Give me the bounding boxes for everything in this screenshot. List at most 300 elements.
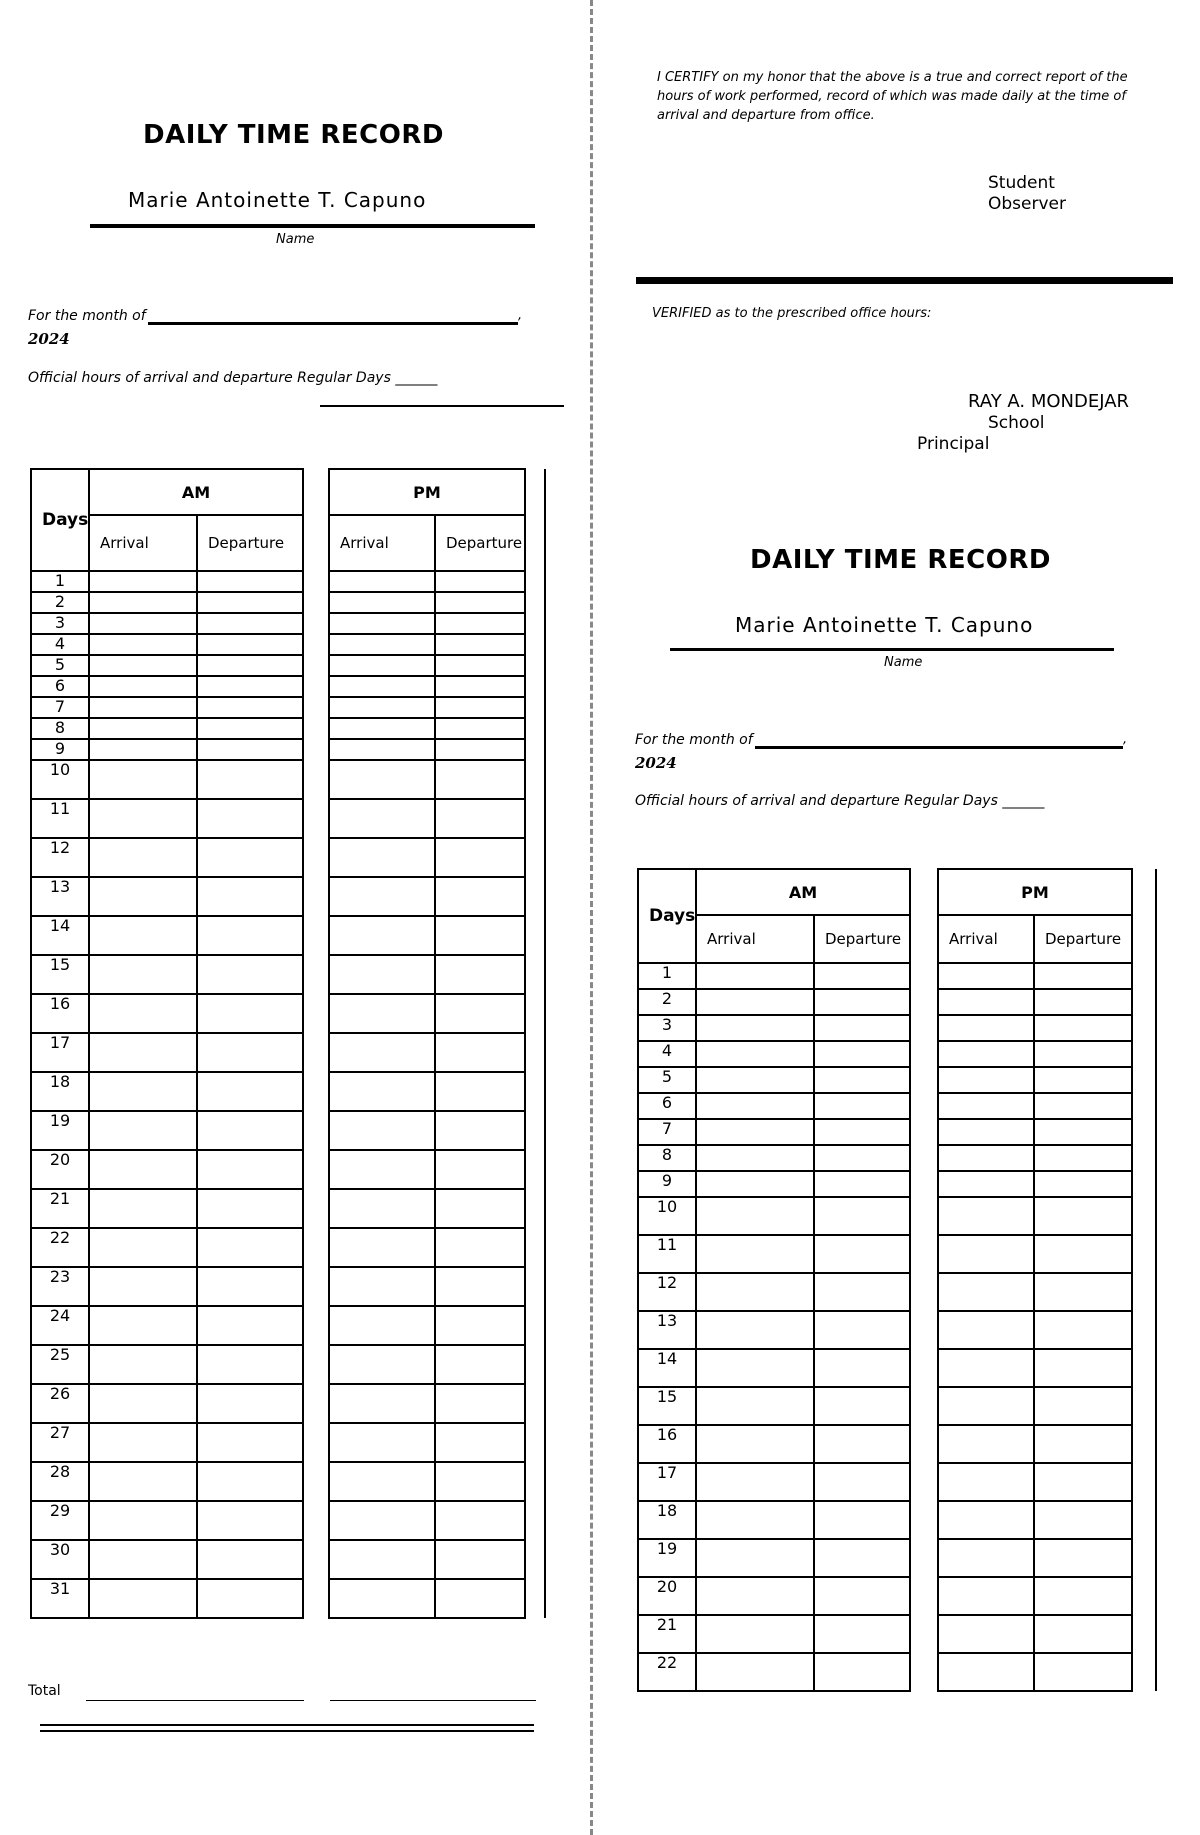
left-day-number: 23 [31, 1267, 89, 1306]
left-am-arrival-header: Arrival [89, 515, 197, 571]
left-column-gap [303, 676, 329, 697]
right-pm-departure-cell[interactable] [1034, 1119, 1132, 1145]
left-column-gap [303, 1267, 329, 1306]
left-day-number: 1 [31, 571, 89, 592]
right-pm-departure-cell[interactable] [1034, 1015, 1132, 1041]
left-am-arrival-cell[interactable] [89, 1111, 197, 1150]
right-am-arrival-cell[interactable] [696, 1387, 814, 1425]
left-am-departure-cell[interactable] [197, 1189, 303, 1228]
right-am-arrival-cell[interactable] [696, 1015, 814, 1041]
right-pm-arrival-cell[interactable] [938, 1273, 1034, 1311]
left-pm-departure-cell[interactable] [435, 877, 525, 916]
right-day-number: 4 [638, 1041, 696, 1067]
left-pm-departure-cell[interactable] [435, 655, 525, 676]
right-pm-arrival-cell[interactable] [938, 1539, 1034, 1577]
right-am-departure-cell[interactable] [814, 1653, 910, 1691]
left-pm-departure-cell[interactable] [435, 1267, 525, 1306]
left-pm-departure-cell[interactable] [435, 1306, 525, 1345]
right-pm-arrival-cell[interactable] [938, 1093, 1034, 1119]
right-am-header: AM [696, 869, 910, 915]
left-column-gap [525, 697, 545, 718]
left-column-gap [303, 613, 329, 634]
left-day-number: 13 [31, 877, 89, 916]
left-am-departure-cell[interactable] [197, 1540, 303, 1579]
right-am-departure-cell[interactable] [814, 1041, 910, 1067]
right-pm-departure-cell[interactable] [1034, 1425, 1132, 1463]
right-day-number: 18 [638, 1501, 696, 1539]
left-pm-arrival-cell[interactable] [329, 1072, 435, 1111]
left-am-departure-cell[interactable] [197, 1111, 303, 1150]
right-pm-departure-cell[interactable] [1034, 1653, 1132, 1691]
left-am-arrival-cell[interactable] [89, 697, 197, 718]
right-am-arrival-cell[interactable] [696, 1145, 814, 1171]
right-official-hours: Official hours of arrival and departure Regular Days ______ [635, 793, 1045, 809]
right-am-arrival-cell[interactable] [696, 1171, 814, 1197]
left-column-gap [303, 994, 329, 1033]
left-am-arrival-cell[interactable] [89, 1423, 197, 1462]
left-am-departure-cell[interactable] [197, 571, 303, 592]
left-am-arrival-cell[interactable] [89, 1228, 197, 1267]
right-am-departure-cell[interactable] [814, 1501, 910, 1539]
left-am-arrival-cell[interactable] [89, 592, 197, 613]
left-pm-arrival-cell[interactable] [329, 571, 435, 592]
right-am-departure-cell[interactable] [814, 989, 910, 1015]
left-pm-departure-cell[interactable] [435, 739, 525, 760]
left-pm-arrival-cell[interactable] [329, 1579, 435, 1618]
left-am-departure-cell[interactable] [197, 718, 303, 739]
right-column-gap [1132, 1067, 1156, 1093]
left-day-number: 8 [31, 718, 89, 739]
left-pm-departure-cell[interactable] [435, 1072, 525, 1111]
right-am-departure-cell[interactable] [814, 1463, 910, 1501]
right-pm-departure-cell[interactable] [1034, 1463, 1132, 1501]
right-pm-departure-cell[interactable] [1034, 1093, 1132, 1119]
left-am-arrival-cell[interactable] [89, 994, 197, 1033]
left-am-departure-cell[interactable] [197, 1345, 303, 1384]
right-column-gap [1132, 963, 1156, 989]
left-am-arrival-cell[interactable] [89, 1150, 197, 1189]
left-table-row [31, 655, 545, 676]
left-pm-arrival-cell[interactable] [329, 613, 435, 634]
left-pm-arrival-cell[interactable] [329, 1501, 435, 1540]
right-column-gap [910, 1093, 938, 1119]
left-pm-arrival-cell[interactable] [329, 955, 435, 994]
left-am-arrival-cell[interactable] [89, 955, 197, 994]
right-column-gap [1132, 1653, 1156, 1691]
right-am-departure-cell[interactable] [814, 1539, 910, 1577]
left-pm-departure-cell[interactable] [435, 592, 525, 613]
right-pm-departure-cell[interactable] [1034, 989, 1132, 1015]
left-am-arrival-cell[interactable] [89, 655, 197, 676]
right-am-departure-cell[interactable] [814, 1119, 910, 1145]
right-am-departure-cell[interactable] [814, 1145, 910, 1171]
left-pm-departure-cell[interactable] [435, 760, 525, 799]
left-am-arrival-cell[interactable] [89, 1579, 197, 1618]
left-am-departure-cell[interactable] [197, 799, 303, 838]
left-table-row [31, 1150, 545, 1189]
left-pm-departure-cell[interactable] [435, 613, 525, 634]
right-pm-arrival-cell[interactable] [938, 1119, 1034, 1145]
left-month-suffix: , [518, 308, 523, 323]
left-pm-departure-cell[interactable] [435, 955, 525, 994]
left-am-arrival-cell[interactable] [89, 1540, 197, 1579]
left-pm-departure-cell[interactable] [435, 916, 525, 955]
left-pm-arrival-cell[interactable] [329, 1228, 435, 1267]
left-pm-departure-cell[interactable] [435, 994, 525, 1033]
left-day-number: 7 [31, 697, 89, 718]
left-column-gap [525, 1384, 545, 1423]
left-table-row [31, 799, 545, 838]
left-day-number: 5 [31, 655, 89, 676]
right-am-departure-cell[interactable] [814, 963, 910, 989]
left-am-departure-cell[interactable] [197, 1228, 303, 1267]
left-pm-departure-cell[interactable] [435, 1579, 525, 1618]
left-am-departure-cell[interactable] [197, 1306, 303, 1345]
right-am-arrival-cell[interactable] [696, 1425, 814, 1463]
right-am-arrival-cell[interactable] [696, 1273, 814, 1311]
right-pm-departure-cell[interactable] [1034, 1145, 1132, 1171]
left-pm-departure-cell[interactable] [435, 634, 525, 655]
left-am-arrival-cell[interactable] [89, 1501, 197, 1540]
left-day-number: 31 [31, 1579, 89, 1618]
right-pm-arrival-cell[interactable] [938, 1349, 1034, 1387]
left-am-arrival-cell[interactable] [89, 1462, 197, 1501]
right-pm-departure-cell[interactable] [1034, 1349, 1132, 1387]
right-column-gap [910, 989, 938, 1015]
left-pm-arrival-cell[interactable] [329, 634, 435, 655]
left-am-departure-cell[interactable] [197, 1423, 303, 1462]
left-day-number: 16 [31, 994, 89, 1033]
right-month-suffix: , [1123, 732, 1128, 747]
right-pm-departure-cell[interactable] [1034, 1273, 1132, 1311]
right-am-arrival-cell[interactable] [696, 1235, 814, 1273]
right-pm-arrival-cell[interactable] [938, 1145, 1034, 1171]
left-pm-arrival-cell[interactable] [329, 760, 435, 799]
right-day-number: 8 [638, 1145, 696, 1171]
left-am-departure-cell[interactable] [197, 634, 303, 655]
left-am-departure-cell[interactable] [197, 676, 303, 697]
right-table-row [638, 1577, 1156, 1615]
right-pm-departure-cell[interactable] [1034, 1577, 1132, 1615]
left-pm-arrival-cell[interactable] [329, 1306, 435, 1345]
right-am-arrival-cell[interactable] [696, 1577, 814, 1615]
left-am-departure-cell[interactable] [197, 613, 303, 634]
right-column-gap [1132, 1015, 1156, 1041]
right-column-gap [910, 1235, 938, 1273]
right-am-arrival-cell[interactable] [696, 1501, 814, 1539]
left-column-gap [525, 1072, 545, 1111]
right-pm-arrival-cell[interactable] [938, 1041, 1034, 1067]
right-am-arrival-cell[interactable] [696, 1041, 814, 1067]
left-pm-departure-cell[interactable] [435, 1111, 525, 1150]
left-pm-arrival-cell[interactable] [329, 655, 435, 676]
right-pm-arrival-cell[interactable] [938, 1577, 1034, 1615]
left-day-number: 11 [31, 799, 89, 838]
right-pm-departure-cell[interactable] [1034, 1067, 1132, 1093]
left-column-gap [303, 1189, 329, 1228]
left-am-departure-cell[interactable] [197, 655, 303, 676]
left-table-body [31, 571, 545, 1618]
right-pm-arrival-cell[interactable] [938, 1387, 1034, 1425]
left-am-arrival-cell[interactable] [89, 838, 197, 877]
right-pm-departure-cell[interactable] [1034, 1197, 1132, 1235]
right-table-row [638, 1311, 1156, 1349]
right-column-gap [910, 1145, 938, 1171]
right-pm-arrival-cell[interactable] [938, 1235, 1034, 1273]
right-am-arrival-cell[interactable] [696, 989, 814, 1015]
left-table-row [31, 1072, 545, 1111]
left-am-arrival-cell[interactable] [89, 1189, 197, 1228]
right-am-departure-cell[interactable] [814, 1349, 910, 1387]
right-day-number: 14 [638, 1349, 696, 1387]
right-column-gap [910, 1615, 938, 1653]
right-pm-departure-cell[interactable] [1034, 1539, 1132, 1577]
right-am-departure-cell[interactable] [814, 1387, 910, 1425]
left-column-gap [525, 1033, 545, 1072]
left-pm-arrival-cell[interactable] [329, 916, 435, 955]
left-am-arrival-cell[interactable] [89, 916, 197, 955]
left-pm-departure-cell[interactable] [435, 697, 525, 718]
right-pm-departure-cell[interactable] [1034, 1311, 1132, 1349]
right-am-arrival-cell[interactable] [696, 1349, 814, 1387]
left-am-arrival-cell[interactable] [89, 739, 197, 760]
right-column-gap [1132, 1539, 1156, 1577]
left-column-gap [525, 916, 545, 955]
right-pm-departure-cell[interactable] [1034, 1171, 1132, 1197]
left-pm-arrival-cell[interactable] [329, 1540, 435, 1579]
left-pm-departure-cell[interactable] [435, 1189, 525, 1228]
left-am-arrival-cell[interactable] [89, 1345, 197, 1384]
right-pm-arrival-cell[interactable] [938, 1197, 1034, 1235]
right-am-pm-gap [910, 869, 938, 963]
right-am-departure-cell[interactable] [814, 1093, 910, 1119]
left-am-arrival-cell[interactable] [89, 1306, 197, 1345]
right-pm-departure-header: Departure [1034, 915, 1132, 963]
left-column-gap [303, 838, 329, 877]
right-year: 2024 [635, 754, 677, 772]
left-pm-departure-cell[interactable] [435, 1384, 525, 1423]
right-column-gap [910, 1171, 938, 1197]
left-pm-departure-cell[interactable] [435, 1501, 525, 1540]
right-column-gap [1132, 1615, 1156, 1653]
right-column-gap [1132, 1093, 1156, 1119]
left-day-number: 20 [31, 1150, 89, 1189]
left-column-gap [525, 1189, 545, 1228]
right-pm-arrival-cell[interactable] [938, 1615, 1034, 1653]
right-day-number: 22 [638, 1653, 696, 1691]
left-pm-header: PM [329, 469, 525, 515]
right-am-departure-cell[interactable] [814, 1615, 910, 1653]
right-am-departure-cell[interactable] [814, 1311, 910, 1349]
left-am-departure-cell[interactable] [197, 592, 303, 613]
left-bottom-rule-2 [40, 1730, 534, 1732]
right-column-gap [1132, 1235, 1156, 1273]
left-pm-departure-cell[interactable] [435, 1345, 525, 1384]
right-pm-arrival-cell[interactable] [938, 989, 1034, 1015]
right-pm-arrival-cell[interactable] [938, 1425, 1034, 1463]
left-am-arrival-cell[interactable] [89, 1267, 197, 1306]
right-am-arrival-cell[interactable] [696, 1119, 814, 1145]
left-pm-departure-cell[interactable] [435, 676, 525, 697]
left-am-departure-cell[interactable] [197, 955, 303, 994]
right-am-arrival-cell[interactable] [696, 963, 814, 989]
right-am-departure-cell[interactable] [814, 1067, 910, 1093]
left-pm-arrival-cell[interactable] [329, 1189, 435, 1228]
right-am-arrival-cell[interactable] [696, 1311, 814, 1349]
left-pm-arrival-cell[interactable] [329, 697, 435, 718]
left-pm-arrival-cell[interactable] [329, 1345, 435, 1384]
left-pm-departure-cell[interactable] [435, 1462, 525, 1501]
left-pm-arrival-cell[interactable] [329, 1462, 435, 1501]
right-pm-departure-cell[interactable] [1034, 1041, 1132, 1067]
left-pm-arrival-cell[interactable] [329, 1150, 435, 1189]
left-pm-arrival-cell[interactable] [329, 799, 435, 838]
right-pm-departure-cell[interactable] [1034, 1615, 1132, 1653]
right-pm-arrival-header: Arrival [938, 915, 1034, 963]
right-pm-departure-cell[interactable] [1034, 1387, 1132, 1425]
right-am-arrival-header: Arrival [696, 915, 814, 963]
left-am-arrival-cell[interactable] [89, 1384, 197, 1423]
left-pm-arrival-cell[interactable] [329, 838, 435, 877]
right-am-departure-cell[interactable] [814, 1425, 910, 1463]
left-am-arrival-cell[interactable] [89, 613, 197, 634]
right-am-departure-cell[interactable] [814, 1197, 910, 1235]
left-pm-departure-cell[interactable] [435, 1423, 525, 1462]
left-am-departure-cell[interactable] [197, 1150, 303, 1189]
left-table-row [31, 1579, 545, 1618]
left-am-arrival-cell[interactable] [89, 718, 197, 739]
left-pm-departure-cell[interactable] [435, 1033, 525, 1072]
left-am-departure-cell[interactable] [197, 916, 303, 955]
left-column-gap [525, 676, 545, 697]
right-pm-arrival-cell[interactable] [938, 1015, 1034, 1041]
right-table-row [638, 989, 1156, 1015]
left-am-departure-cell[interactable] [197, 1072, 303, 1111]
left-am-departure-cell[interactable] [197, 697, 303, 718]
left-am-arrival-cell[interactable] [89, 676, 197, 697]
left-column-gap [525, 1306, 545, 1345]
right-pm-arrival-cell[interactable] [938, 1501, 1034, 1539]
left-am-departure-cell[interactable] [197, 760, 303, 799]
left-pm-arrival-cell[interactable] [329, 1267, 435, 1306]
right-table-row [638, 963, 1156, 989]
right-pm-arrival-cell[interactable] [938, 1171, 1034, 1197]
left-am-departure-cell[interactable] [197, 838, 303, 877]
left-am-departure-cell[interactable] [197, 1579, 303, 1618]
left-am-arrival-cell[interactable] [89, 571, 197, 592]
left-name-underline [90, 224, 535, 228]
right-day-number: 5 [638, 1067, 696, 1093]
left-column-gap [303, 1384, 329, 1423]
right-pm-departure-cell[interactable] [1034, 1235, 1132, 1273]
right-form-title: DAILY TIME RECORD [750, 545, 1051, 575]
left-am-departure-cell[interactable] [197, 994, 303, 1033]
right-table-row [638, 1349, 1156, 1387]
left-pm-departure-cell[interactable] [435, 1228, 525, 1267]
left-am-departure-cell[interactable] [197, 877, 303, 916]
left-pm-departure-cell[interactable] [435, 838, 525, 877]
right-am-departure-header: Departure [814, 915, 910, 963]
certify-statement: I CERTIFY on my honor that the above is a true and correct report of the hours of work performed, record of which was made daily at the time of arrival and departure from office. [657, 70, 1128, 123]
right-pm-departure-cell[interactable] [1034, 1501, 1132, 1539]
right-pm-arrival-cell[interactable] [938, 1653, 1034, 1691]
left-pm-departure-cell[interactable] [435, 1150, 525, 1189]
left-pm-arrival-cell[interactable] [329, 676, 435, 697]
right-column-gap [1132, 1197, 1156, 1235]
left-column-gap [303, 1501, 329, 1540]
left-am-arrival-cell[interactable] [89, 760, 197, 799]
left-pm-arrival-cell[interactable] [329, 994, 435, 1033]
left-am-arrival-cell[interactable] [89, 877, 197, 916]
left-am-departure-cell[interactable] [197, 1384, 303, 1423]
left-am-arrival-cell[interactable] [89, 799, 197, 838]
left-am-departure-cell[interactable] [197, 739, 303, 760]
left-pm-arrival-cell[interactable] [329, 592, 435, 613]
left-pm-departure-cell[interactable] [435, 571, 525, 592]
left-pm-arrival-cell[interactable] [329, 1423, 435, 1462]
left-pm-departure-cell[interactable] [435, 799, 525, 838]
right-pm-arrival-cell[interactable] [938, 1311, 1034, 1349]
left-pm-arrival-cell[interactable] [329, 1033, 435, 1072]
right-pm-departure-cell[interactable] [1034, 963, 1132, 989]
left-column-gap [525, 1579, 545, 1618]
left-am-arrival-cell[interactable] [89, 1072, 197, 1111]
right-pm-arrival-cell[interactable] [938, 963, 1034, 989]
left-am-departure-cell[interactable] [197, 1501, 303, 1540]
left-am-departure-cell[interactable] [197, 1267, 303, 1306]
right-day-number: 1 [638, 963, 696, 989]
left-day-number: 24 [31, 1306, 89, 1345]
right-am-arrival-cell[interactable] [696, 1539, 814, 1577]
left-am-departure-cell[interactable] [197, 1033, 303, 1072]
left-pm-departure-cell[interactable] [435, 718, 525, 739]
left-column-gap [525, 739, 545, 760]
right-table-row [638, 1119, 1156, 1145]
right-table-row [638, 1171, 1156, 1197]
right-am-departure-cell[interactable] [814, 1577, 910, 1615]
left-pm-departure-header: Departure [435, 515, 525, 571]
left-pm-arrival-cell[interactable] [329, 718, 435, 739]
left-pm-arrival-cell[interactable] [329, 877, 435, 916]
right-am-arrival-cell[interactable] [696, 1463, 814, 1501]
left-pm-arrival-cell[interactable] [329, 1111, 435, 1150]
left-am-departure-cell[interactable] [197, 1462, 303, 1501]
right-am-departure-cell[interactable] [814, 1015, 910, 1041]
left-am-arrival-cell[interactable] [89, 634, 197, 655]
right-column-gap [910, 1577, 938, 1615]
left-column-gap [303, 955, 329, 994]
right-pm-arrival-cell[interactable] [938, 1463, 1034, 1501]
right-pm-arrival-cell[interactable] [938, 1067, 1034, 1093]
left-table-row [31, 739, 545, 760]
right-am-arrival-cell[interactable] [696, 1197, 814, 1235]
right-am-arrival-cell[interactable] [696, 1093, 814, 1119]
right-am-arrival-cell[interactable] [696, 1653, 814, 1691]
right-am-departure-cell[interactable] [814, 1171, 910, 1197]
right-am-arrival-cell[interactable] [696, 1615, 814, 1653]
left-pm-arrival-cell[interactable] [329, 1384, 435, 1423]
right-am-departure-cell[interactable] [814, 1273, 910, 1311]
left-column-gap [303, 1072, 329, 1111]
left-am-arrival-cell[interactable] [89, 1033, 197, 1072]
left-pm-arrival-cell[interactable] [329, 739, 435, 760]
right-am-departure-cell[interactable] [814, 1235, 910, 1273]
right-am-arrival-cell[interactable] [696, 1067, 814, 1093]
left-table-row [31, 1384, 545, 1423]
right-column-gap [1132, 1119, 1156, 1145]
left-pm-departure-cell[interactable] [435, 1540, 525, 1579]
left-am-pm-gap [303, 469, 329, 571]
